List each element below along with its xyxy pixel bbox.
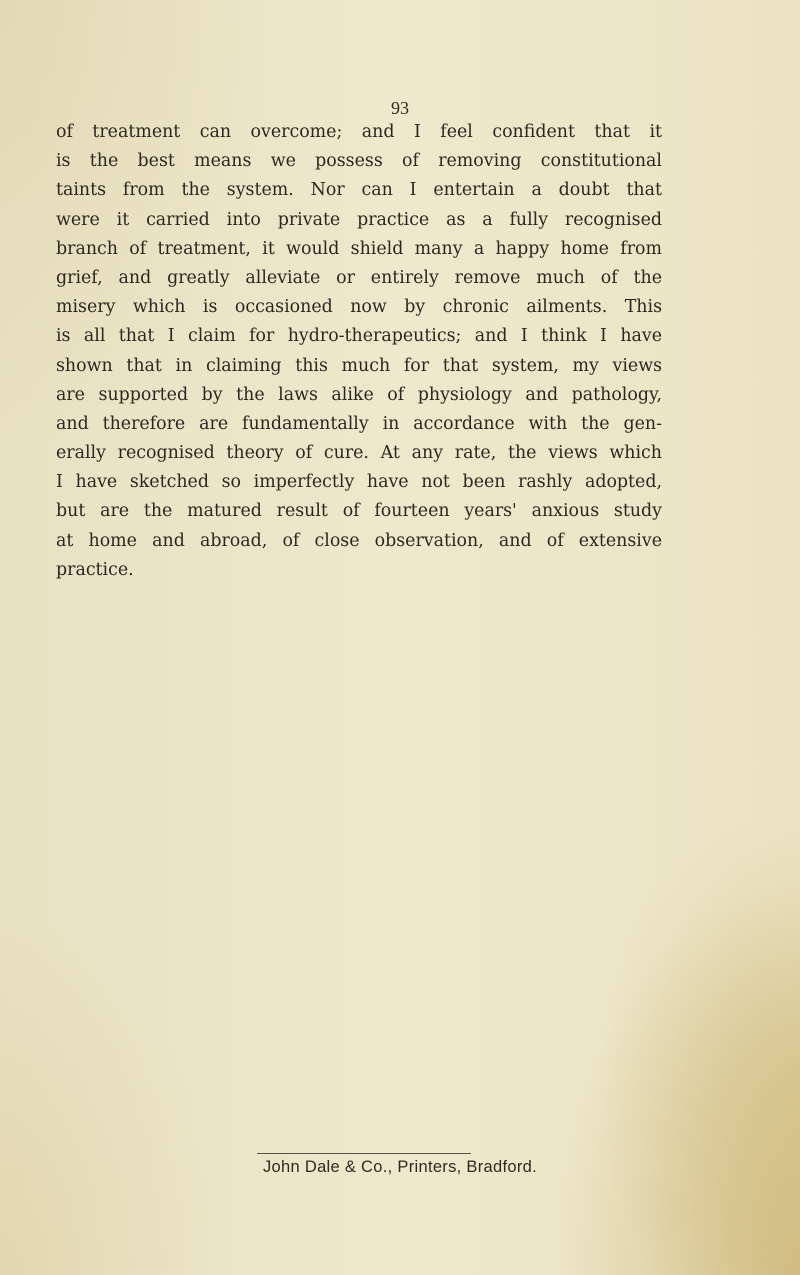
text-line: were it carried into private practice as a fully recognised — [56, 209, 662, 230]
text-line: and therefore are fundamentally in accordance with the gen- — [56, 413, 662, 434]
text-line: I have sketched so imperfectly have not been rashly adopted, — [56, 472, 662, 493]
text-line: misery which is occasioned now by chronic ailments. This — [56, 297, 662, 318]
text-line: is all that I claim for hydro-therapeutics; and I think I have — [56, 326, 662, 347]
text-line: at home and abroad, of close observation, and of extensive — [56, 530, 662, 551]
printer-imprint: John Dale & Co., Printers, Bradford. — [262, 1158, 537, 1176]
text-line: practice. — [56, 559, 134, 580]
text-line: erally recognised theory of cure. At any rate, the views which — [56, 443, 662, 464]
text-line: but are the matured result of fourteen years' anxious study — [56, 501, 662, 522]
text-line: of treatment can overcome; and I feel confident that it — [56, 122, 662, 142]
page-number: 93 — [391, 98, 409, 118]
text-line: grief, and greatly alleviate or entirely remove much of the — [56, 267, 662, 288]
text-line: are supported by the laws alike of physiology and pathology, — [56, 384, 662, 405]
body-text — [56, 118, 662, 585]
imprint-rule — [257, 1153, 471, 1154]
text-line: is the best means we possess of removing constitutional — [56, 151, 662, 172]
text-line: taints from the system. Nor can I entertain a doubt that — [56, 180, 662, 201]
text-line: branch of treatment, it would shield many a happy home from — [56, 238, 662, 259]
text-line: shown that in claiming this much for that system, my views — [56, 355, 662, 376]
